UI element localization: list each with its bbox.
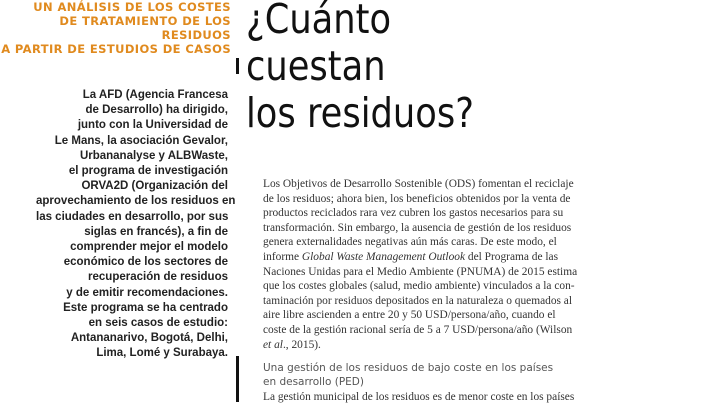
body-text: informe xyxy=(263,250,302,263)
lead-line: de Desarrollo) ha dirigido, xyxy=(85,104,228,117)
subheading-line: Una gestión de los residuos de bajo coste en los países xyxy=(263,362,554,374)
lead-paragraph xyxy=(36,88,236,362)
title-line: cuestan xyxy=(246,42,386,90)
kicker-line: DE TRATAMIENTO DE LOS RESIDUOS xyxy=(59,14,231,42)
body-line: Los Objetivos de Desarrollo Sostenible (ODS) fomentan el reciclaje xyxy=(263,178,574,190)
title-line: ¿Cuánto xyxy=(246,0,392,43)
lead-line: económico de los sectores de xyxy=(63,256,228,269)
lead-line: comprender mejor el modelo xyxy=(70,241,228,254)
body-line: coste de la gestión racional sería de 5 a 7 USD/persona/año (Wilson xyxy=(263,323,573,336)
lead-line: recuperación de residuos xyxy=(88,271,228,284)
lead-line: La AFD (Agencia Francesa xyxy=(82,89,228,101)
body-line: La gestión municipal de los residuos es de menor coste en los países xyxy=(263,391,575,403)
body-line: que los costes globales (salud, medio ambiente) vinculados a la con- xyxy=(263,280,575,293)
lead-line: siglas en francés), a fin de xyxy=(84,225,228,238)
lead-line: el programa de investigación xyxy=(68,165,228,178)
lead-line: junto con la Universidad de xyxy=(77,119,228,132)
lead-line: en seis casos de estudio: xyxy=(88,317,228,330)
body-text: ., 2015). xyxy=(282,338,321,351)
kicker-heading xyxy=(1,0,231,56)
body-line xyxy=(263,250,573,265)
body-line: transformación. Sin embargo, la ausencia de gestión de los residuos xyxy=(263,221,572,234)
body-paragraph xyxy=(263,177,578,352)
lead-line: las ciudades en desarrollo, por sus xyxy=(36,210,229,223)
kicker-line: UN ANÁLISIS DE LOS COSTES xyxy=(33,0,231,14)
divider-rule-top xyxy=(236,58,239,74)
lead-line: aprovechamiento de los residuos en xyxy=(36,195,236,208)
lead-line: Urbananalyse y ALBWaste, xyxy=(79,149,228,162)
body-line: taminación por residuos depositados en la naturaleza o quemados al xyxy=(263,294,573,307)
kicker-line: A PARTIR DE ESTUDIOS DE CASOS xyxy=(1,42,231,56)
lead-line: Este programa se ha centrado xyxy=(63,301,228,314)
body-text: del Programa de las xyxy=(465,250,559,263)
italic-title: Global Waste Management Outlook xyxy=(301,250,466,263)
lead-line: Antananarivo, Bogotá, Delhi, xyxy=(70,332,228,345)
subheading-line: en desarrollo (PED) xyxy=(263,375,364,388)
body-line: aire libre ascienden a entre 20 y 50 USD/persona/año, cuando el xyxy=(263,309,556,322)
page-title xyxy=(246,0,504,137)
divider-rule-bottom xyxy=(236,356,239,402)
lead-line: y de emitir recomendaciones. xyxy=(66,286,228,299)
body-line: Naciones Unidas para el Medio Ambiente (PNUMA) de 2015 estima xyxy=(263,265,578,278)
body-line: productos reciclados rara vez cubren los gastos necesarios para su xyxy=(263,207,564,220)
lead-line: Le Mans, la asociación Gevalor, xyxy=(54,134,228,147)
lead-line: ORVA2D (Organización del xyxy=(81,180,228,193)
italic-title: et al xyxy=(263,338,283,351)
body-line xyxy=(263,338,573,353)
title-line: los residuos? xyxy=(246,89,474,137)
body-paragraph-2 xyxy=(263,390,583,405)
lead-line: Lima, Lomé y Surabaya. xyxy=(96,347,228,360)
section-subheading xyxy=(263,362,583,390)
body-line: de los residuos; ahora bien, los beneficios obtenidos por la venta de xyxy=(263,192,571,205)
body-line: genera externalidades negativas aún más caras. De este modo, el xyxy=(263,236,557,249)
